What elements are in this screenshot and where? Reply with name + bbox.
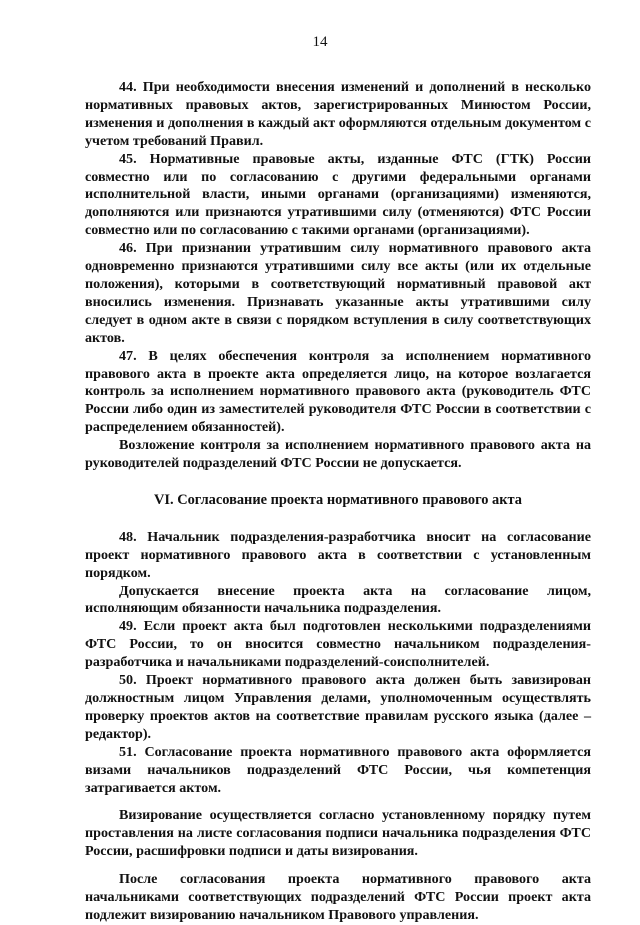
paragraph-51-visa-procedure: Визирование осуществляется согласно установленному порядку путем проставления на листе согласования подписи начальника подразделения ФТС России, расшифровки подписи и даты визирования. xyxy=(85,807,591,860)
paragraph-47: 47. В целях обеспечения контроля за исполнением нормативного правового акта в проекте акта определяется лицо, на которое возлагается контроль за исполнением нормативного правового акта (руководитель ФТС России либо один из заместителей руководителя ФТС России в соответствии с распределением обязанностей). xyxy=(85,347,591,436)
paragraph-51: 51. Согласование проекта нормативного правового акта оформляется визами начальников подразделений ФТС России, чья компетенция затрагивается актом. xyxy=(85,743,591,796)
paragraph-50: 50. Проект нормативного правового акта должен быть завизирован должностным лицом Управления делами, уполномоченным осуществлять проверку проектов актов на соответствие правилам русского языка (далее – редактор). xyxy=(85,672,591,742)
document-body xyxy=(85,79,591,925)
paragraph-44: 44. При необходимости внесения изменений и дополнений в несколько нормативных правовых актов, зарегистрированных Минюстом России, изменения и дополнения в каждый акт оформляются отдельным документом с учетом требований Правил. xyxy=(85,79,591,149)
paragraph-47-control-note: Возложение контроля за исполнением нормативного правового акта на руководителей подразделений ФТС России не допускается. xyxy=(85,437,591,472)
paragraph-45: 45. Нормативные правовые акты, изданные ФТС (ГТК) России совместно или по согласованию с другими федеральными органами исполнительной власти, иными органами (организациями) изменяются, дополняются или признаются утратившими силу (отменяются) ФТС России совместно или по согласованию с такими органами (организациями). xyxy=(85,150,591,239)
paragraph-46: 46. При признании утратившим силу нормативного правового акта одновременно признаются утратившими силу все акты (или их отдельные положения), которыми в соответствующий нормативный правовой акт вносились изменения. Признавать указанные акты утратившими силу следует в одном акте в связи с порядком вступления в силу соответствующих актов. xyxy=(85,240,591,346)
page-number: 14 xyxy=(312,34,328,50)
paragraph-49: 49. Если проект акта был подготовлен несколькими подразделениями ФТС России, то он вносится совместно начальником подразделения-разработчика и начальниками подразделений-соисполнителей. xyxy=(85,618,591,671)
paragraph-51-legal-department: После согласования проекта нормативного правового акта начальниками соответствующих подразделений ФТС России проект акта подлежит визированию начальником Правового управления. xyxy=(85,871,591,923)
paragraph-48-acting-note: Допускается внесение проекта акта на согласование лицом, исполняющим обязанности начальника подразделения. xyxy=(85,582,591,617)
section-heading: VI. Согласование проекта нормативного правового акта xyxy=(154,491,522,508)
paragraph-48: 48. Начальник подразделения-разработчика вносит на согласование проект нормативного правового акта в соответствии с установленным порядком. xyxy=(85,528,591,581)
